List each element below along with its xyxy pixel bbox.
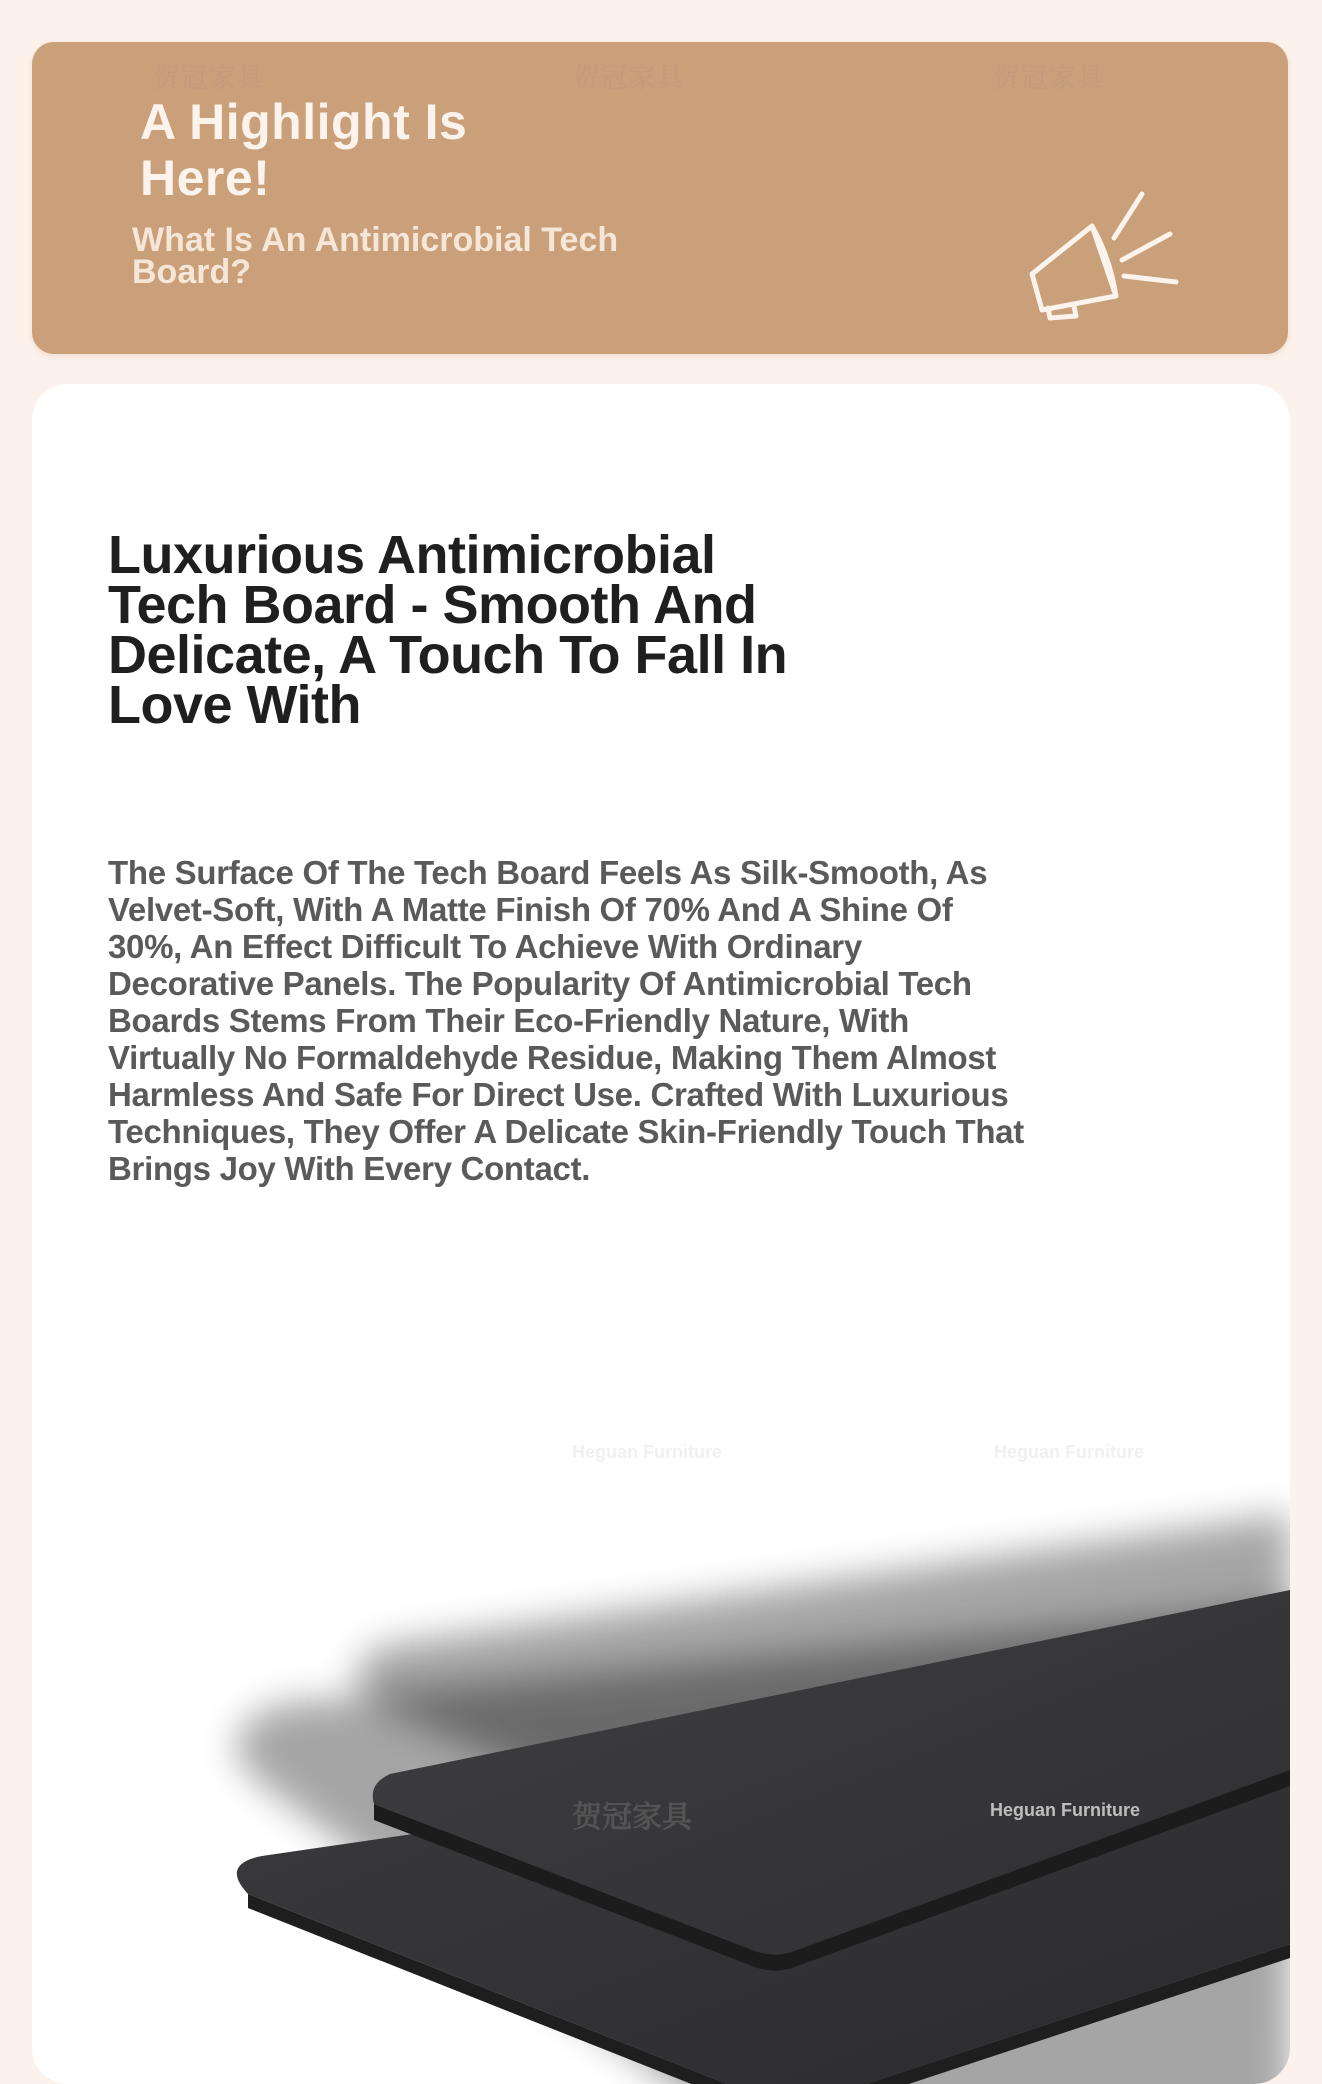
brand-watermark: 贺冠家具: [572, 1800, 692, 1835]
brand-watermark: Heguan Furniture: [990, 1800, 1141, 1820]
card-description: The Surface Of The Tech Board Feels As Silk-Smooth, As Velvet-Soft, With A Matte Finish Of 70% And A Shine Of 30%, An Effect Difficult To Achieve With Ordinary Decorative Panels. The Popularity Of Antimicrobial Tech Boards Stems From Their Eco-Friendly Nature, With Virtually No Formaldehyde Residue, Making Them Almost Harmless And Safe For Direct Use. Crafted With Luxurious Techniques, They Offer A Delicate Skin-Friendly Touch That Brings Joy With Every Contact.: [108, 854, 1024, 1187]
brand-watermark: Heguan Furniture: [572, 1442, 723, 1462]
highlight-banner: [32, 42, 1288, 354]
card-heading: Luxurious Antimicrobial Tech Board - Smooth And Delicate, A Touch To Fall In Love With: [108, 525, 788, 735]
tech-board-image: [32, 1144, 1290, 2084]
top-watermark: 贺冠家具: [572, 61, 685, 94]
megaphone-icon: [992, 142, 1212, 342]
content-card: [32, 384, 1290, 2084]
top-watermark: 贺冠家具: [992, 61, 1105, 94]
brand-watermark: Heguan Furniture: [994, 1442, 1145, 1462]
top-watermark: 贺冠家具: [152, 61, 265, 94]
banner-subtitle: What Is An Antimicrobial Tech Board?: [132, 221, 619, 291]
banner-title: A Highlight Is Here!: [140, 94, 468, 206]
